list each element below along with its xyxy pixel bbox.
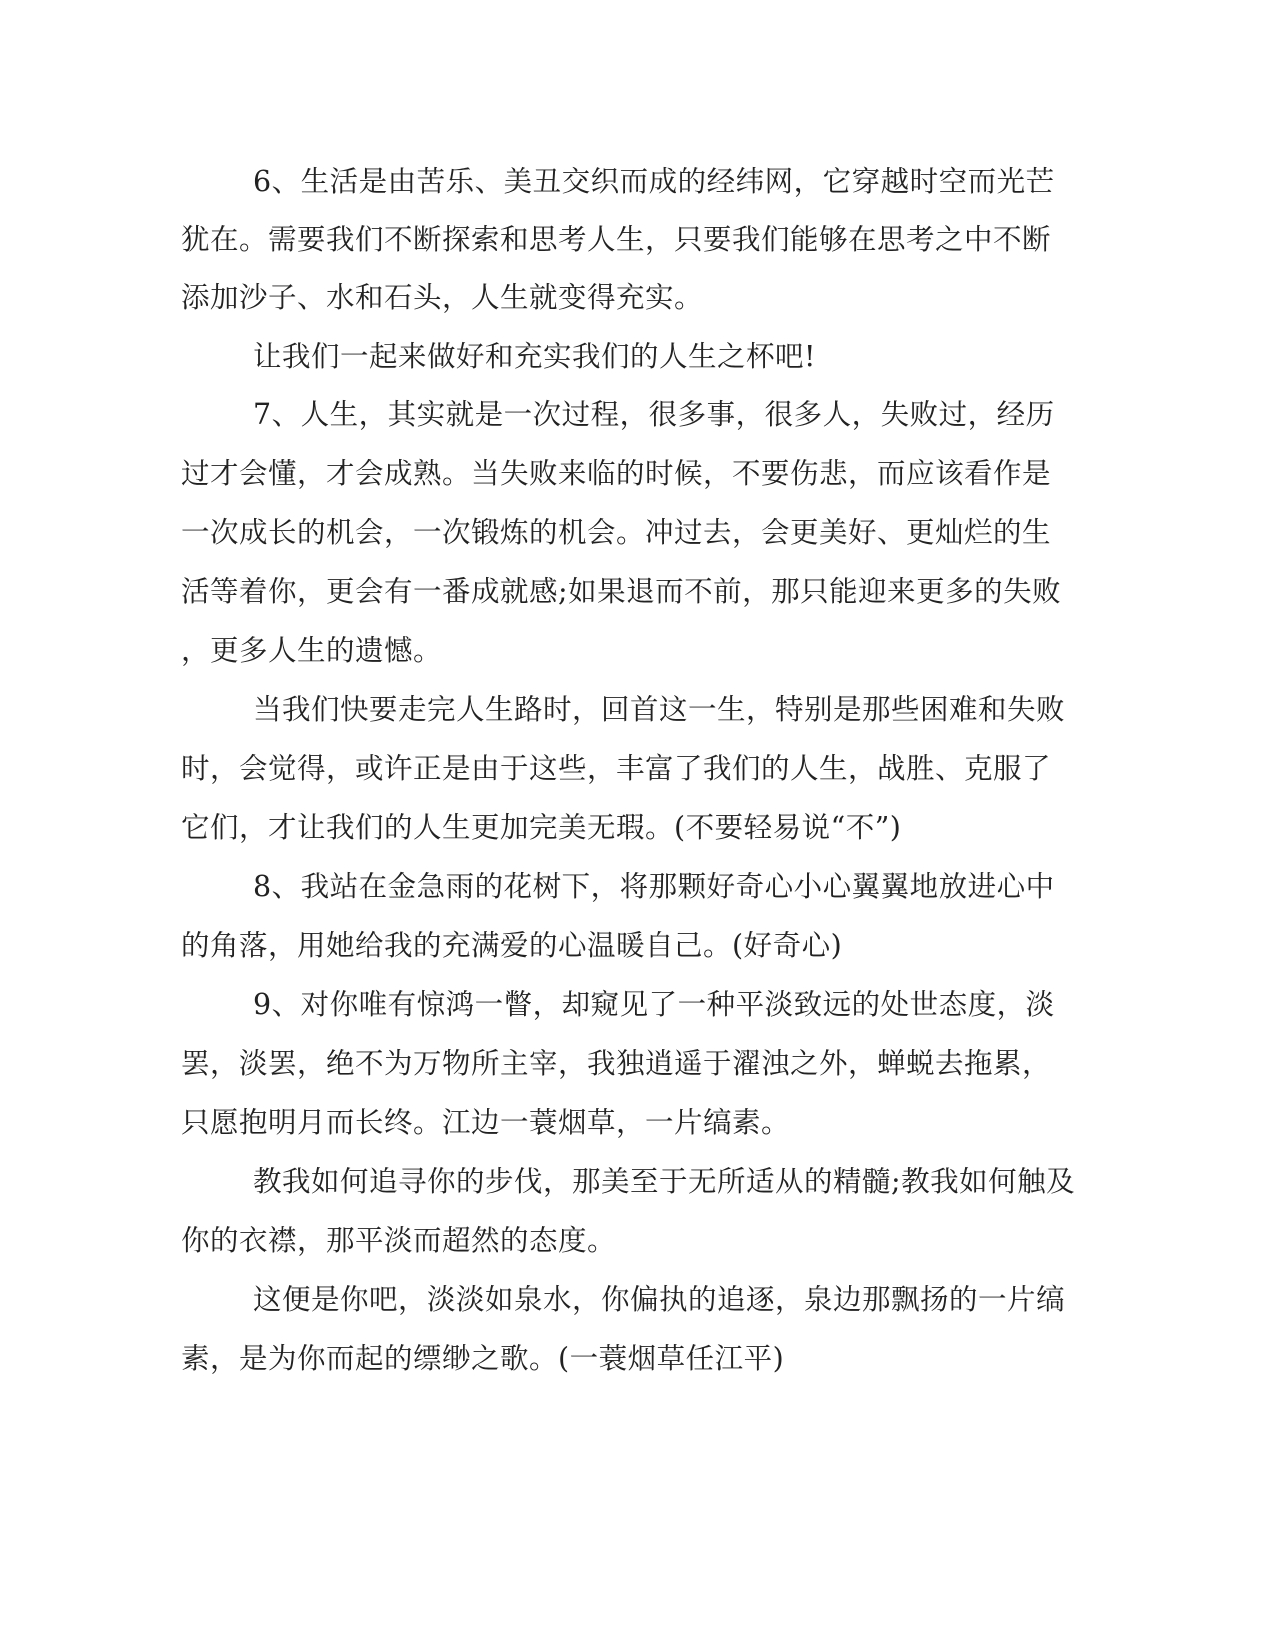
paragraph-6-line-3: 添加沙子、水和石头，人生就变得充实。 — [181, 281, 704, 314]
paragraph-7-line-1: 7、人生，其实就是一次过程，很多事，很多人，失败过，经历 — [253, 398, 1055, 431]
paragraph-7b-line-3: 它们，才让我们的人生更加完美无瑕。(不要轻易说“不”) — [181, 811, 902, 844]
paragraph-7b-line-2: 时，会觉得，或许正是由于这些，丰富了我们的人生，战胜、克服了 — [181, 752, 1052, 785]
paragraph-9-line-2: 罢，淡罢，绝不为万物所主宰，我独逍遥于濯浊之外，蝉蜕去拖累， — [181, 1047, 1052, 1080]
paragraph-6b-line-1: 让我们一起来做好和充实我们的人生之杯吧! — [253, 340, 816, 373]
paragraph-9-line-3: 只愿抱明月而长终。江边一蓑烟草，一片缟素。 — [181, 1106, 791, 1139]
paragraph-7-line-3: 一次成长的机会，一次锻炼的机会。冲过去，会更美好、更灿烂的生 — [181, 516, 1052, 549]
paragraph-9-line-1: 9、对你唯有惊鸿一瞥，却窥见了一种平淡致远的处世态度，淡 — [253, 988, 1055, 1021]
paragraph-7-line-5: ，更多人生的遗憾。 — [181, 634, 443, 667]
paragraph-9c-line-2: 素，是为你而起的缥缈之歌。(一蓑烟草任江平) — [181, 1342, 785, 1375]
paragraph-7-line-4: 活等着你，更会有一番成就感;如果退而不前，那只能迎来更多的失败 — [181, 575, 1062, 608]
paragraph-8-line-1: 8、我站在金急雨的花树下，将那颗好奇心小心翼翼地放进心中 — [253, 870, 1055, 903]
paragraph-9b-line-2: 你的衣襟，那平淡而超然的态度。 — [181, 1224, 617, 1257]
paragraph-6-line-2: 犹在。需要我们不断探索和思考人生，只要我们能够在思考之中不断 — [181, 223, 1052, 256]
paragraph-7-line-2: 过才会懂，才会成熟。当失败来临的时候，不要伤悲，而应该看作是 — [181, 457, 1052, 490]
paragraph-9b-line-1: 教我如何追寻你的步伐，那美至于无所适从的精髓;教我如何触及 — [253, 1165, 1076, 1198]
paragraph-6-line-1: 6、生活是由苦乐、美丑交织而成的经纬网，它穿越时空而光芒 — [253, 165, 1055, 198]
paragraph-7b-line-1: 当我们快要走完人生路时，回首这一生，特别是那些困难和失败 — [253, 693, 1066, 726]
paragraph-9c-line-1: 这便是你吧，淡淡如泉水，你偏执的追逐，泉边那飘扬的一片缟 — [253, 1283, 1066, 1316]
paragraph-8-line-2: 的角落，用她给我的充满爱的心温暖自己。(好奇心) — [181, 929, 843, 962]
